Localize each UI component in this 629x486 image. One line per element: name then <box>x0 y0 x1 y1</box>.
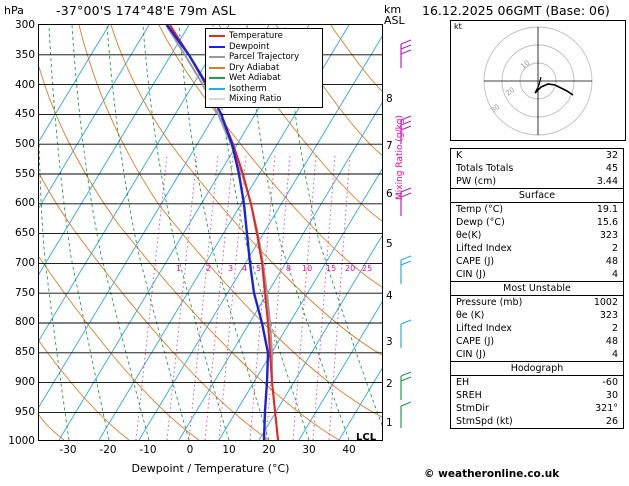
hodograph-plot <box>450 20 626 141</box>
index-label: CAPE (J) <box>456 256 495 267</box>
legend-label: Isotherm <box>229 83 267 94</box>
mu-row-theta-e <box>451 309 623 322</box>
wind-barbs-svg <box>385 24 417 441</box>
index-value: 26 <box>605 416 618 427</box>
legend <box>205 28 323 108</box>
index-label: Temp (°C) <box>456 204 504 215</box>
index-value: 4 <box>611 349 618 360</box>
section-title-hodograph: Hodograph <box>451 361 623 376</box>
kmtick-5: 5 <box>386 238 393 250</box>
surface-row-lifted-index <box>451 242 623 255</box>
index-value: 1002 <box>593 297 618 308</box>
svg-text:30: 30 <box>489 102 502 115</box>
xtick-30: 30 <box>302 444 316 456</box>
index-value: 323 <box>599 230 618 241</box>
svg-text:20: 20 <box>504 85 517 98</box>
legend-item-temperature <box>209 31 319 42</box>
mixratio-3: 3 <box>228 264 234 273</box>
ytick-300: 300 <box>14 19 35 31</box>
index-label: PW (cm) <box>456 176 497 187</box>
copyright-credit: © weatheronline.co.uk <box>424 468 560 480</box>
kmtick-2: 2 <box>386 378 393 390</box>
wind-barb-column <box>385 24 417 441</box>
ytick-800: 800 <box>14 316 35 328</box>
index-value: 323 <box>599 310 618 321</box>
mixratio-10: 10 <box>302 264 313 273</box>
mixratio-2: 2 <box>206 264 212 273</box>
xtick--20: -20 <box>99 444 117 456</box>
kmtick-6: 6 <box>386 188 393 200</box>
mu-row-cape <box>451 335 623 348</box>
index-label: Totals Totals <box>456 163 514 174</box>
ytick-850: 850 <box>14 346 35 358</box>
xtick--30: -30 <box>59 444 77 456</box>
index-label: EH <box>456 377 470 388</box>
legend-item-parcel <box>209 52 319 63</box>
ytick-750: 750 <box>14 287 35 299</box>
index-label: CIN (J) <box>456 349 486 360</box>
legend-label: Dewpoint <box>229 41 270 52</box>
mu-row-pressure <box>451 296 623 309</box>
index-label: Lifted Index <box>456 323 512 334</box>
index-label: K <box>456 150 463 161</box>
kmtick-4: 4 <box>386 290 393 302</box>
kmtick-1: 1 <box>386 417 393 429</box>
mixratio-5: 5 <box>256 264 262 273</box>
kmtick-3: 3 <box>386 336 393 348</box>
index-value: 2 <box>611 323 618 334</box>
kmtick-7: 7 <box>386 140 393 152</box>
mu-row-cin <box>451 348 623 361</box>
ytick-1000: 1000 <box>8 435 35 447</box>
index-value: 19.1 <box>596 204 618 215</box>
hodo-row-stmdir <box>451 402 623 415</box>
mixratio-1: 1 <box>176 264 182 273</box>
legend-label: Dry Adiabat <box>229 62 280 73</box>
hodo-row-stmspd <box>451 415 623 428</box>
station-title: -37°00'S 174°48'E 79m ASL <box>56 3 236 18</box>
height-axis-label: km ASL <box>384 3 405 27</box>
ytick-450: 450 <box>14 108 35 120</box>
xtick-0: 0 <box>186 444 194 456</box>
index-value: 2 <box>611 243 618 254</box>
mixratio-15: 15 <box>326 264 337 273</box>
mixratio-20: 20 <box>345 264 356 273</box>
legend-item-isotherm <box>209 84 319 95</box>
ytick-600: 600 <box>14 197 35 209</box>
xtick--10: -10 <box>139 444 157 456</box>
index-row-totals-totals <box>451 162 623 175</box>
ytick-700: 700 <box>14 257 35 269</box>
index-label: CAPE (J) <box>456 336 495 347</box>
index-value: 3.44 <box>596 176 618 187</box>
index-label: StmDir <box>456 403 489 414</box>
index-label: SREH <box>456 390 482 401</box>
section-title-surface: Surface <box>451 188 623 203</box>
xtick-10: 10 <box>222 444 236 456</box>
index-value: -60 <box>602 377 618 388</box>
index-row-pw <box>451 175 623 188</box>
surface-row-theta-e <box>451 229 623 242</box>
hodo-row-eh <box>451 376 623 389</box>
index-label: StmSpd (kt) <box>456 416 513 427</box>
lcl-marker: LCL <box>356 432 377 443</box>
legend-label: Parcel Trajectory <box>229 52 300 63</box>
surface-row-dewp <box>451 216 623 229</box>
legend-item-dewpoint <box>209 42 319 53</box>
index-value: 321° <box>595 403 618 414</box>
legend-label: Mixing Ratio <box>229 94 282 105</box>
ytick-900: 900 <box>14 376 35 388</box>
surface-row-temp <box>451 203 623 216</box>
ytick-550: 550 <box>14 168 35 180</box>
legend-label: Temperature <box>229 31 283 42</box>
mu-row-lifted-index <box>451 322 623 335</box>
ytick-500: 500 <box>14 138 35 150</box>
index-value: 48 <box>605 256 618 267</box>
index-row-k <box>451 149 623 162</box>
hodograph-svg <box>451 21 625 140</box>
mixratio-25: 25 <box>362 264 373 273</box>
mixing-ratio-axis-label: Mixing Ratio (g/kg) <box>395 114 405 200</box>
index-label: Lifted Index <box>456 243 512 254</box>
x-axis-title: Dewpoint / Temperature (°C) <box>131 462 290 475</box>
index-value: 45 <box>605 163 618 174</box>
xtick-20: 20 <box>262 444 276 456</box>
run-title: 16.12.2025 06GMT (Base: 06) <box>422 3 610 18</box>
index-value: 32 <box>605 150 618 161</box>
svg-text:10: 10 <box>519 58 532 71</box>
index-value: 48 <box>605 336 618 347</box>
ytick-350: 350 <box>14 49 35 61</box>
index-value: 30 <box>605 390 618 401</box>
info-panel <box>420 0 629 486</box>
ytick-400: 400 <box>14 79 35 91</box>
mixratio-4: 4 <box>242 264 248 273</box>
hodo-row-sreh <box>451 389 623 402</box>
index-label: Pressure (mb) <box>456 297 523 308</box>
index-value: 15.6 <box>596 217 618 228</box>
index-label: Dewp (°C) <box>456 217 505 228</box>
kmtick-8: 8 <box>386 93 393 105</box>
index-label: CIN (J) <box>456 269 486 280</box>
index-label: θe (K) <box>456 310 485 321</box>
legend-item-mixing-ratio <box>209 94 319 105</box>
legend-item-wet-adiabat <box>209 73 319 84</box>
surface-row-cin <box>451 268 623 281</box>
legend-label: Wet Adiabat <box>229 73 281 84</box>
surface-row-cape <box>451 255 623 268</box>
ytick-950: 950 <box>14 406 35 418</box>
legend-item-dry-adiabat <box>209 63 319 74</box>
pressure-axis-label: hPa <box>4 4 24 17</box>
indices-table <box>450 148 624 429</box>
xtick-40: 40 <box>342 444 356 456</box>
index-value: 4 <box>611 269 618 280</box>
ytick-650: 650 <box>14 227 35 239</box>
index-label: θe(K) <box>456 230 482 241</box>
hodograph-unit-label: kt <box>454 22 462 31</box>
mixratio-8: 8 <box>286 264 292 273</box>
section-title-most-unstable: Most Unstable <box>451 281 623 296</box>
